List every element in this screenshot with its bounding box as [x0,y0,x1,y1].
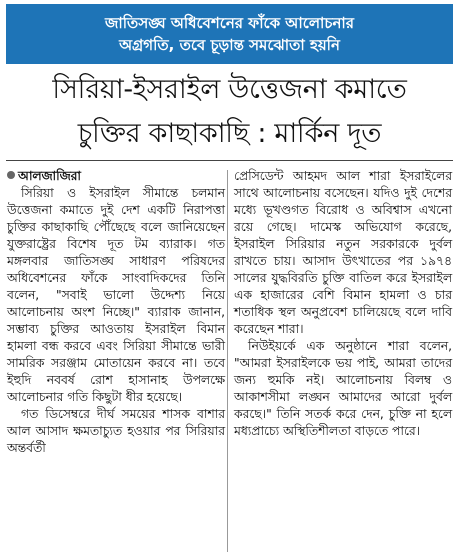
bullet-icon [7,171,15,179]
headline-divider [6,160,453,161]
banner-line-2: অগ্রগতি, তবে চূড়ান্ত সমঝোতা হয়নি [119,36,340,54]
column-divider [227,170,228,552]
article-column-left [7,168,225,457]
subheadline-banner [6,4,453,64]
headline-line-2: চুক্তির কাছাকাছি : মার্কিন দূত [77,118,382,149]
article-paragraph: নিউইয়র্কে এক অনুষ্ঠানে শারা বলেন, "আমরা ইসরাইলকে ভয় পাই, আমরা তাদের জন্য হুমকি নই। আলোচনায় বিলম্ব ও আকাশসীমা লঙ্ঘন আমাদের আরো দুর্বল করছে।" তিনি সতর্ক করে দেন, চুক্তি না হলে মধ্যপ্রাচ্যে অস্থিতিশীলতা বাড়তে পারে। [234,339,452,438]
dateline [7,168,225,185]
dateline-text: আলজাজিরা [18,169,81,183]
banner-line-1: জাতিসঙ্ঘ অধিবেশনের ফাঁকে আলোচনার [105,14,354,32]
headline-line-1: সিরিয়া-ইসরাইল উত্তেজনা কমাতে [52,74,407,105]
headline [6,68,453,156]
article-paragraph: গত ডিসেম্বরে দীর্ঘ সময়ের শাসক বাশার আল আসাদ ক্ষমতাচ্যুত হওয়ার পর সিরিয়ার অন্তর্বর্তী [7,407,225,455]
article-column-right [234,168,452,440]
article-paragraph: সিরিয়া ও ইসরাইল সীমান্তে চলমান উত্তেজনা কমাতে দুই দেশ একটি নিরাপত্তা চুক্তির কাছাকাছি পৌঁছেছে বলে জানিয়েছেন যুক্তরাষ্ট্রের বিশেষ দূত টম ব্যারাক। গত মঙ্গলবার জাতিসঙ্ঘ সাধারণ পরিষদের অধিবেশনের ফাঁকে সাংবাদিকদের তিনি বলেন, "সবাই ভালো উদ্দেশ্য নিয়ে আলোচনায় অংশ নিচ্ছে।" ব্যারাক জানান, সম্ভাব্য চুক্তির আওতায় ইসরাইল বিমান হামলা বন্ধ করবে এবং সিরিয়া সীমান্তে ভারী সামরিক সরঞ্জাম মোতায়েন করবে না। তবে ইহুদি নববর্ষ রোশ হাসানাহ উপলক্ষে আলোচনার গতি কিছুটা ধীর হয়েছে। [7,186,225,404]
article-paragraph: প্রেসিডেন্ট আহমদ আল শারা ইসরাইলের সাথে আলোচনায় বসেছেন। যদিও দুই দেশের মধ্যে ভূখণ্ডগত বিরোধ ও অবিশ্বাস এখনো রয়ে গেছে। দামেস্ক অভিযোগ করেছে, ইসরাইল সিরিয়ার নতুন সরকারকে দুর্বল রাখতে চায়। আসাদ উৎখাতের পর ১৯৭৪ সালের যুদ্ধবিরতি চুক্তি বাতিল করে ইসরাইল এক হাজারের বেশি বিমান হামলা ও চার শতাধিক স্থল অনুপ্রবেশ চালিয়েছে বলে দাবি করেছেন শারা। [234,169,452,336]
